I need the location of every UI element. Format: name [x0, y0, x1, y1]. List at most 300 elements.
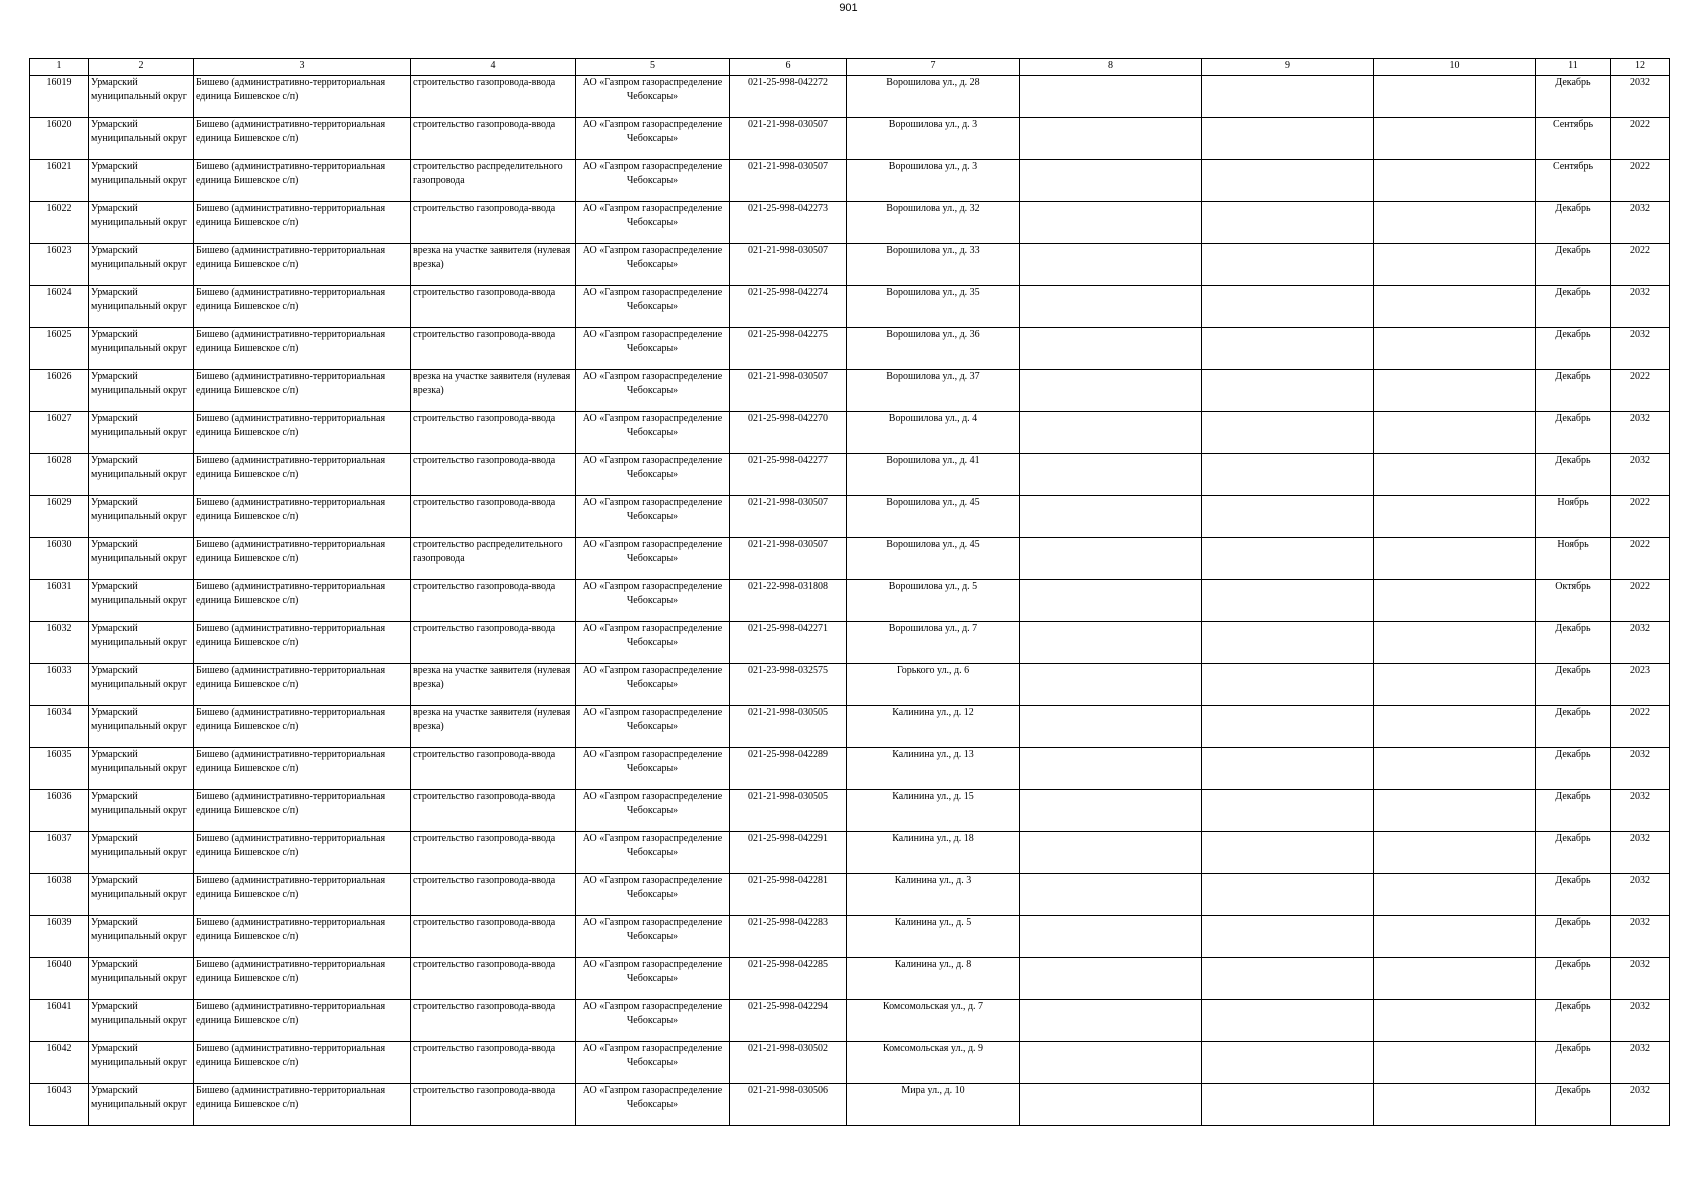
table-row	[30, 118, 1670, 160]
cell-col-10	[1374, 496, 1536, 538]
cell-month	[1536, 580, 1611, 622]
cell-col-8-text	[1022, 580, 1199, 621]
cell-settlement	[194, 244, 411, 286]
column-header-8: 8	[1020, 59, 1202, 76]
cell-number-text: 16034	[46, 707, 72, 718]
cell-year	[1611, 1084, 1670, 1126]
cell-address-text: Калинина ул., д. 3	[894, 875, 972, 886]
cell-month-text: Декабрь	[1555, 329, 1591, 340]
cell-month-text: Декабрь	[1555, 833, 1591, 844]
cell-col-8	[1020, 76, 1202, 118]
cell-col-8-text	[1022, 622, 1199, 663]
cell-col-9-text	[1204, 916, 1371, 957]
cell-number-text: 16022	[46, 203, 72, 214]
cell-address	[847, 580, 1020, 622]
cell-district-text: Урмарский муниципальный округ	[91, 665, 187, 690]
cell-work-type-text: строительство газопровода-ввода	[413, 119, 556, 130]
cell-col-8	[1020, 706, 1202, 748]
cell-col-9-text	[1204, 286, 1371, 327]
cell-district	[89, 328, 194, 370]
cell-work-type	[411, 538, 576, 580]
cell-organization	[576, 1000, 730, 1042]
table-row	[30, 790, 1670, 832]
cell-number-text: 16023	[46, 245, 72, 256]
cell-col-10	[1374, 748, 1536, 790]
cell-organization	[576, 370, 730, 412]
cell-month	[1536, 286, 1611, 328]
column-header-5: 5	[576, 59, 730, 76]
cell-registry-code	[730, 538, 847, 580]
table-row	[30, 580, 1670, 622]
cell-month	[1536, 832, 1611, 874]
cell-month-text: Декабрь	[1555, 413, 1591, 424]
cell-col-10	[1374, 1042, 1536, 1084]
cell-address-text: Комсомольская ул., д. 7	[882, 1001, 984, 1012]
cell-work-type	[411, 496, 576, 538]
cell-year	[1611, 76, 1670, 118]
cell-month	[1536, 1042, 1611, 1084]
cell-month-text: Декабрь	[1555, 875, 1591, 886]
cell-district	[89, 370, 194, 412]
cell-month-text: Декабрь	[1555, 917, 1591, 928]
cell-work-type	[411, 1000, 576, 1042]
table-row	[30, 832, 1670, 874]
cell-col-8	[1020, 874, 1202, 916]
cell-settlement-text: Бишево (административно-территориальная единица Бишевское с/п)	[196, 833, 386, 858]
cell-col-10-text	[1376, 874, 1533, 915]
cell-col-8-text	[1022, 202, 1199, 243]
cell-number-text: 16029	[46, 497, 72, 508]
cell-district	[89, 622, 194, 664]
cell-month-text: Сентябрь	[1552, 119, 1594, 130]
cell-registry-code-text: 021-23-998-032575	[748, 665, 828, 676]
cell-month-text: Ноябрь	[1557, 539, 1589, 550]
cell-address-text: Ворошилова ул., д. 28	[886, 77, 980, 88]
cell-year-text: 2032	[1630, 917, 1650, 928]
cell-address-text: Ворошилова ул., д. 37	[886, 371, 980, 382]
cell-col-8-text	[1022, 118, 1199, 159]
cell-settlement	[194, 370, 411, 412]
cell-organization	[576, 244, 730, 286]
cell-col-9-text	[1204, 454, 1371, 495]
cell-col-9	[1202, 790, 1374, 832]
table-row	[30, 160, 1670, 202]
cell-settlement	[194, 328, 411, 370]
cell-col-10	[1374, 790, 1536, 832]
cell-year-text: 2022	[1630, 371, 1650, 382]
cell-registry-code-text: 021-25-998-042283	[748, 917, 828, 928]
cell-work-type-text: строительство газопровода-ввода	[413, 791, 556, 802]
cell-settlement-text: Бишево (административно-территориальная единица Бишевское с/п)	[196, 497, 386, 522]
cell-col-8-text	[1022, 706, 1199, 747]
cell-address	[847, 832, 1020, 874]
cell-organization-text: АО «Газпром газораспределение Чебоксары»	[582, 371, 723, 396]
cell-settlement-text: Бишево (административно-территориальная единица Бишевское с/п)	[196, 1001, 386, 1026]
cell-col-8-text	[1022, 664, 1199, 705]
cell-year	[1611, 118, 1670, 160]
cell-col-8-text	[1022, 538, 1199, 579]
cell-col-10-text	[1376, 328, 1533, 369]
cell-col-8	[1020, 328, 1202, 370]
table-row	[30, 538, 1670, 580]
cell-col-8	[1020, 1000, 1202, 1042]
cell-address-text: Калинина ул., д. 8	[894, 959, 972, 970]
cell-work-type-text: строительство газопровода-ввода	[413, 1043, 556, 1054]
cell-year-text: 2032	[1630, 623, 1650, 634]
cell-work-type	[411, 622, 576, 664]
cell-col-9-text	[1204, 874, 1371, 915]
cell-year	[1611, 958, 1670, 1000]
cell-work-type-text: строительство газопровода-ввода	[413, 203, 556, 214]
cell-district	[89, 160, 194, 202]
table-row	[30, 622, 1670, 664]
cell-number	[30, 706, 89, 748]
cell-col-10-text	[1376, 160, 1533, 201]
cell-address	[847, 202, 1020, 244]
cell-col-9	[1202, 706, 1374, 748]
cell-number	[30, 496, 89, 538]
cell-col-9	[1202, 370, 1374, 412]
cell-col-8-text	[1022, 748, 1199, 789]
cell-registry-code	[730, 916, 847, 958]
cell-work-type	[411, 916, 576, 958]
cell-month-text: Декабрь	[1555, 245, 1591, 256]
cell-settlement-text: Бишево (административно-территориальная единица Бишевское с/п)	[196, 455, 386, 480]
cell-registry-code	[730, 370, 847, 412]
cell-work-type	[411, 328, 576, 370]
cell-number	[30, 580, 89, 622]
cell-col-9-text	[1204, 580, 1371, 621]
cell-number-text: 16020	[46, 119, 72, 130]
cell-col-9	[1202, 664, 1374, 706]
cell-col-8	[1020, 118, 1202, 160]
cell-month-text: Декабрь	[1555, 791, 1591, 802]
cell-work-type	[411, 580, 576, 622]
cell-year-text: 2032	[1630, 455, 1650, 466]
cell-col-10-text	[1376, 790, 1533, 831]
cell-district-text: Урмарский муниципальный округ	[91, 455, 187, 480]
cell-col-10-text	[1376, 370, 1533, 411]
cell-registry-code-text: 021-21-998-030507	[748, 161, 828, 172]
cell-work-type	[411, 160, 576, 202]
cell-year-text: 2032	[1630, 791, 1650, 802]
cell-organization	[576, 1042, 730, 1084]
cell-organization	[576, 790, 730, 832]
cell-number	[30, 874, 89, 916]
cell-month	[1536, 706, 1611, 748]
cell-organization	[576, 706, 730, 748]
table-row	[30, 202, 1670, 244]
cell-registry-code-text: 021-21-998-030506	[748, 1085, 828, 1096]
table-row	[30, 496, 1670, 538]
cell-number	[30, 748, 89, 790]
cell-organization-text: АО «Газпром газораспределение Чебоксары»	[582, 161, 723, 186]
cell-district	[89, 580, 194, 622]
cell-registry-code	[730, 202, 847, 244]
cell-col-8	[1020, 832, 1202, 874]
cell-settlement	[194, 160, 411, 202]
cell-col-8	[1020, 580, 1202, 622]
cell-col-10-text	[1376, 76, 1533, 117]
cell-month	[1536, 790, 1611, 832]
cell-month	[1536, 76, 1611, 118]
cell-organization-text: АО «Газпром газораспределение Чебоксары»	[582, 791, 723, 816]
cell-settlement	[194, 1084, 411, 1126]
cell-work-type-text: строительство газопровода-ввода	[413, 833, 556, 844]
column-header-6: 6	[730, 59, 847, 76]
cell-year	[1611, 916, 1670, 958]
cell-month	[1536, 958, 1611, 1000]
column-header-9: 9	[1202, 59, 1374, 76]
cell-district-text: Урмарский муниципальный округ	[91, 749, 187, 774]
cell-col-10	[1374, 1084, 1536, 1126]
cell-work-type	[411, 412, 576, 454]
cell-work-type-text: врезка на участке заявителя (нулевая врезка)	[413, 707, 571, 732]
cell-settlement-text: Бишево (административно-территориальная единица Бишевское с/п)	[196, 959, 386, 984]
cell-district-text: Урмарский муниципальный округ	[91, 119, 187, 144]
cell-month-text: Декабрь	[1555, 203, 1591, 214]
cell-settlement	[194, 538, 411, 580]
cell-col-8	[1020, 496, 1202, 538]
cell-district	[89, 244, 194, 286]
cell-col-8	[1020, 916, 1202, 958]
cell-col-8-text	[1022, 496, 1199, 537]
cell-col-10-text	[1376, 580, 1533, 621]
cell-settlement	[194, 286, 411, 328]
cell-registry-code	[730, 790, 847, 832]
cell-number-text: 16027	[46, 413, 72, 424]
cell-month	[1536, 622, 1611, 664]
cell-organization	[576, 664, 730, 706]
cell-registry-code	[730, 1084, 847, 1126]
column-header-11: 11	[1536, 59, 1611, 76]
cell-settlement-text: Бишево (административно-территориальная единица Бишевское с/п)	[196, 287, 386, 312]
cell-organization-text: АО «Газпром газораспределение Чебоксары»	[582, 833, 723, 858]
cell-registry-code	[730, 286, 847, 328]
cell-district-text: Урмарский муниципальный округ	[91, 77, 187, 102]
cell-col-10	[1374, 874, 1536, 916]
cell-district	[89, 538, 194, 580]
cell-address-text: Ворошилова ул., д. 7	[888, 623, 978, 634]
cell-registry-code-text: 021-25-998-042277	[748, 455, 828, 466]
table-body	[30, 76, 1670, 1126]
cell-registry-code-text: 021-25-998-042285	[748, 959, 828, 970]
cell-col-10	[1374, 958, 1536, 1000]
cell-district	[89, 874, 194, 916]
cell-month-text: Декабрь	[1555, 371, 1591, 382]
cell-year-text: 2032	[1630, 287, 1650, 298]
table-row	[30, 916, 1670, 958]
cell-district-text: Урмарский муниципальный округ	[91, 287, 187, 312]
cell-col-10	[1374, 328, 1536, 370]
cell-month	[1536, 412, 1611, 454]
cell-district	[89, 790, 194, 832]
cell-year	[1611, 790, 1670, 832]
cell-district	[89, 1084, 194, 1126]
cell-col-9-text	[1204, 202, 1371, 243]
cell-settlement	[194, 412, 411, 454]
cell-registry-code	[730, 76, 847, 118]
cell-address-text: Ворошилова ул., д. 32	[886, 203, 980, 214]
cell-number	[30, 622, 89, 664]
cell-registry-code-text: 021-25-998-042274	[748, 287, 828, 298]
cell-col-10	[1374, 118, 1536, 160]
cell-month-text: Декабрь	[1555, 749, 1591, 760]
cell-col-9	[1202, 496, 1374, 538]
cell-settlement	[194, 76, 411, 118]
cell-district	[89, 748, 194, 790]
cell-organization-text: АО «Газпром газораспределение Чебоксары»	[582, 77, 723, 102]
cell-district-text: Урмарский муниципальный округ	[91, 161, 187, 186]
column-header-4: 4	[411, 59, 576, 76]
cell-month	[1536, 874, 1611, 916]
cell-organization-text: АО «Газпром газораспределение Чебоксары»	[582, 581, 723, 606]
cell-registry-code	[730, 580, 847, 622]
cell-col-10	[1374, 580, 1536, 622]
cell-address	[847, 76, 1020, 118]
table-row	[30, 286, 1670, 328]
cell-year	[1611, 580, 1670, 622]
cell-year-text: 2032	[1630, 1085, 1650, 1096]
table-row	[30, 328, 1670, 370]
page-number: 901	[839, 2, 858, 14]
cell-organization	[576, 958, 730, 1000]
cell-organization-text: АО «Газпром газораспределение Чебоксары»	[582, 1085, 723, 1110]
cell-organization-text: АО «Газпром газораспределение Чебоксары»	[582, 707, 723, 732]
cell-col-8-text	[1022, 1000, 1199, 1041]
cell-col-10	[1374, 1000, 1536, 1042]
cell-year-text: 2022	[1630, 707, 1650, 718]
cell-work-type	[411, 76, 576, 118]
cell-district	[89, 202, 194, 244]
cell-col-9	[1202, 76, 1374, 118]
cell-organization-text: АО «Газпром газораспределение Чебоксары»	[582, 497, 723, 522]
cell-settlement	[194, 1000, 411, 1042]
cell-col-8-text	[1022, 916, 1199, 957]
cell-col-9	[1202, 580, 1374, 622]
cell-address-text: Ворошилова ул., д. 35	[886, 287, 980, 298]
cell-address-text: Ворошилова ул., д. 5	[888, 581, 978, 592]
cell-work-type	[411, 454, 576, 496]
cell-address	[847, 286, 1020, 328]
cell-col-9-text	[1204, 118, 1371, 159]
cell-district	[89, 412, 194, 454]
cell-col-8-text	[1022, 874, 1199, 915]
cell-month-text: Декабрь	[1555, 1043, 1591, 1054]
cell-registry-code-text: 021-25-998-042275	[748, 329, 828, 340]
cell-settlement-text: Бишево (административно-территориальная единица Бишевское с/п)	[196, 917, 386, 942]
cell-col-10	[1374, 412, 1536, 454]
table-row	[30, 244, 1670, 286]
table-header-row	[30, 59, 1670, 76]
cell-district	[89, 706, 194, 748]
cell-work-type	[411, 748, 576, 790]
cell-year	[1611, 328, 1670, 370]
cell-registry-code	[730, 244, 847, 286]
cell-month-text: Декабрь	[1555, 959, 1591, 970]
cell-col-8	[1020, 286, 1202, 328]
cell-month-text: Декабрь	[1555, 707, 1591, 718]
cell-district	[89, 1000, 194, 1042]
cell-number	[30, 538, 89, 580]
cell-settlement-text: Бишево (административно-территориальная единица Бишевское с/п)	[196, 413, 386, 438]
cell-work-type	[411, 958, 576, 1000]
cell-month-text: Ноябрь	[1557, 497, 1589, 508]
cell-organization	[576, 76, 730, 118]
cell-month	[1536, 202, 1611, 244]
cell-work-type-text: строительство газопровода-ввода	[413, 497, 556, 508]
cell-registry-code-text: 021-21-998-030505	[748, 707, 828, 718]
table-row	[30, 76, 1670, 118]
cell-col-10-text	[1376, 748, 1533, 789]
cell-month-text: Октябрь	[1555, 581, 1591, 592]
cell-year-text: 2032	[1630, 329, 1650, 340]
cell-number	[30, 958, 89, 1000]
cell-col-10-text	[1376, 622, 1533, 663]
cell-work-type	[411, 1084, 576, 1126]
cell-year	[1611, 412, 1670, 454]
cell-address	[847, 496, 1020, 538]
cell-registry-code-text: 021-25-998-042289	[748, 749, 828, 760]
cell-address	[847, 412, 1020, 454]
cell-col-8	[1020, 1042, 1202, 1084]
cell-organization-text: АО «Газпром газораспределение Чебоксары»	[582, 455, 723, 480]
cell-col-10	[1374, 664, 1536, 706]
cell-district-text: Урмарский муниципальный округ	[91, 917, 187, 942]
cell-col-9	[1202, 916, 1374, 958]
cell-organization-text: АО «Газпром газораспределение Чебоксары»	[582, 749, 723, 774]
cell-col-10-text	[1376, 244, 1533, 285]
cell-col-9	[1202, 832, 1374, 874]
cell-col-9-text	[1204, 538, 1371, 579]
cell-col-10-text	[1376, 958, 1533, 999]
table-row	[30, 370, 1670, 412]
table-row	[30, 664, 1670, 706]
cell-organization	[576, 538, 730, 580]
cell-col-9-text	[1204, 664, 1371, 705]
cell-col-9	[1202, 622, 1374, 664]
cell-month	[1536, 118, 1611, 160]
cell-year	[1611, 496, 1670, 538]
cell-col-8-text	[1022, 412, 1199, 453]
cell-col-8	[1020, 202, 1202, 244]
cell-organization	[576, 202, 730, 244]
cell-work-type-text: строительство газопровода-ввода	[413, 329, 556, 340]
cell-month	[1536, 664, 1611, 706]
cell-number	[30, 790, 89, 832]
cell-number	[30, 328, 89, 370]
cell-col-10-text	[1376, 664, 1533, 705]
cell-settlement	[194, 622, 411, 664]
cell-col-8-text	[1022, 370, 1199, 411]
cell-organization	[576, 286, 730, 328]
cell-col-10	[1374, 916, 1536, 958]
cell-number	[30, 76, 89, 118]
cell-work-type-text: врезка на участке заявителя (нулевая врезка)	[413, 245, 571, 270]
cell-organization	[576, 1084, 730, 1126]
cell-col-9-text	[1204, 496, 1371, 537]
cell-month	[1536, 496, 1611, 538]
cell-registry-code-text: 021-25-998-042270	[748, 413, 828, 424]
cell-year	[1611, 706, 1670, 748]
cell-col-10	[1374, 244, 1536, 286]
cell-year	[1611, 1042, 1670, 1084]
cell-district-text: Урмарский муниципальный округ	[91, 1085, 187, 1110]
cell-organization	[576, 160, 730, 202]
cell-organization	[576, 412, 730, 454]
cell-registry-code	[730, 706, 847, 748]
cell-settlement-text: Бишево (административно-территориальная единица Бишевское с/п)	[196, 665, 386, 690]
